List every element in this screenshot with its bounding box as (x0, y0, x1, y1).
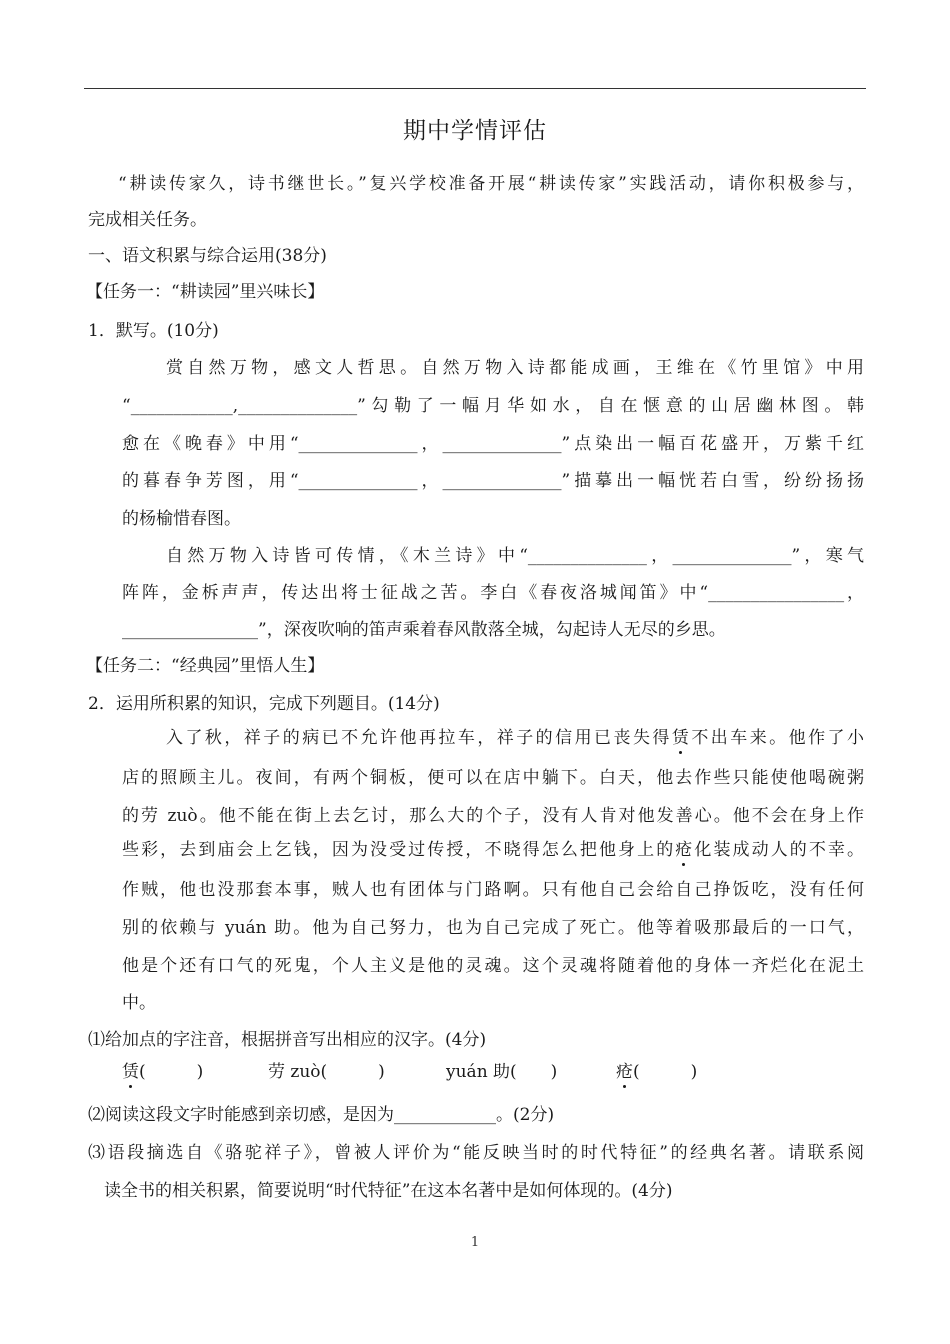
answer-item: 赁( ) (122, 1062, 204, 1082)
q1-line: 愈在《晚春》中用“______________，______________”点染出一幅百花盛开，万紫千红 (122, 434, 864, 454)
q1-label: 1．默写。(10分) (88, 321, 219, 341)
intro-line-2: 完成相关任务。 (88, 210, 207, 230)
sub-question-3-line-1: ⑶语段摘选自《骆驼祥子》，曾被人评价为“能反映当时的时代特征”的经典名著。请联系阅 (88, 1143, 864, 1163)
dotted-char: 疮 (616, 1062, 633, 1082)
passage-line: 的劳 zuò。他不能在街上去乞讨，那么大的个子，没有人肯对他发善心。他不会在身上作 (122, 806, 864, 826)
answer-item: 劳 zuò( ) (268, 1062, 385, 1082)
dotted-char: 赁 (122, 1062, 139, 1082)
sub-question-1: ⑴给加点的字注音，根据拼音写出相应的汉字。(4分) (88, 1030, 487, 1050)
sub-question-2: ⑵阅读这段文字时能感到亲切感，是因为____________。(2分) (88, 1105, 555, 1125)
q1-line: 自然万物入诗皆可传情，《木兰诗》中“______________，______________”，寒气 (166, 546, 864, 566)
q1-line: 阵阵，金柝声声，传达出将士征战之苦。李白《春夜洛城闻笛》中“________________， (122, 583, 864, 603)
q1-line: 的杨榆惜春图。 (122, 509, 241, 529)
passage-line: 店的照顾主儿。夜间，有两个铜板，便可以在店中躺下。白天，他去作些只能使他喝碗粥 (122, 768, 864, 788)
passage-line: 别的依赖与 yuán 助。他为自己努力，也为自己完成了死亡。他等着吸那最后的一口气， (122, 918, 864, 938)
intro-line-1: “耕读传家久，诗书继世长。”复兴学校准备开展“耕读传家”实践活动，请你积极参与， (118, 174, 864, 194)
passage-line: 作贼，他也没那套本事，贼人也有团体与门路啊。只有他自己会给自己挣饭吃，没有任何 (122, 880, 864, 900)
section-heading: 一、语文积累与综合运用(38分) (88, 246, 327, 266)
q1-line: 的暮春争芳图，用“______________，______________”描摹出一幅恍若白雪，纷纷扬扬 (122, 471, 864, 491)
q2-label: 2．运用所积累的知识，完成下列题目。(14分) (88, 694, 440, 714)
dotted-char: 疮 (675, 840, 693, 860)
header-rule (84, 88, 866, 89)
q1-line: “____________,______________”勾勒了一幅月华如水，自在惬意的山居幽林图。韩 (122, 396, 864, 416)
task2-heading: 【任务二：“经典园”里悟人生】 (86, 656, 325, 676)
passage-line: 入了秋，祥子的病已不允许他再拉车，祥子的信用已丧失得赁不出车来。他作了小 (166, 728, 865, 748)
q1-line: 赏自然万物，感文人哲思。自然万物入诗都能成画，王维在《竹里馆》中用 (166, 358, 864, 378)
dotted-char: 赁 (671, 728, 689, 748)
q1-line: ________________”，深夜吹响的笛声乘着春风散落全城，勾起诗人无尽的乡思。 (122, 620, 726, 640)
answer-item: 疮( ) (616, 1062, 698, 1082)
page-title: 期中学情评估 (403, 118, 547, 144)
passage-line: 中。 (122, 993, 156, 1013)
task1-heading: 【任务一：“耕读园”里兴味长】 (86, 282, 325, 302)
answer-item: yuán 助( ) (446, 1062, 558, 1082)
passage-line: 些彩，去到庙会上乞钱，因为没受过传授，不晓得怎么把他身上的疮化装成动人的不幸。 (122, 840, 865, 860)
passage-line: 他是个还有口气的死鬼，个人主义是他的灵魂。这个灵魂将随着他的身体一齐烂化在泥土 (122, 956, 864, 976)
page-number: 1 (470, 1235, 480, 1250)
sub-question-3-line-2: 读全书的相关积累，简要说明“时代特征”在这本名著中是如何体现的。(4分) (104, 1181, 673, 1201)
